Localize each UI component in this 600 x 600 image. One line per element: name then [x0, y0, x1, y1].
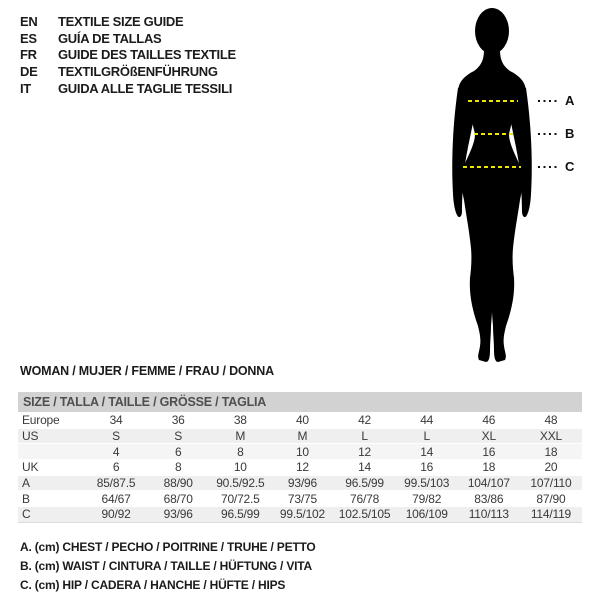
language-title: GUIDE DES TAILLES TEXTILE — [58, 47, 236, 63]
size-table-row — [18, 475, 582, 491]
size-cell: 10 — [295, 444, 309, 459]
size-cell: 106/109 — [405, 507, 448, 522]
language-code: EN — [20, 13, 38, 29]
size-row-label: A — [22, 476, 30, 491]
size-row-label: US — [22, 429, 39, 444]
size-table-row — [18, 490, 582, 506]
size-cell: XXL — [539, 429, 562, 444]
size-cell: 16 — [482, 444, 496, 459]
size-cell: 42 — [358, 413, 372, 428]
size-cell: 20 — [544, 460, 558, 475]
language-code: IT — [20, 81, 31, 97]
language-title: TEXTILGRÖßENFÜHRUNG — [58, 64, 218, 80]
size-table-row — [18, 506, 582, 522]
size-cell: 83/86 — [474, 491, 504, 506]
measure-label-c: C — [565, 159, 575, 174]
size-cell: 90/92 — [101, 507, 131, 522]
language-row — [20, 47, 236, 64]
language-title: GUÍA DE TALLAS — [58, 30, 162, 46]
size-table — [18, 392, 582, 523]
section-title: WOMAN / MUJER / FEMME / FRAU / DONNA — [20, 364, 274, 378]
language-code: FR — [20, 47, 37, 63]
size-cell: L — [361, 429, 368, 444]
size-cell: 70/72.5 — [220, 491, 260, 506]
size-cell: M — [235, 429, 246, 444]
language-title: GUIDA ALLE TAGLIE TESSILI — [58, 81, 233, 97]
size-row-label: Europe — [22, 413, 60, 428]
language-code: ES — [20, 30, 37, 46]
size-cell: 14 — [420, 444, 434, 459]
size-cell: 76/78 — [350, 491, 380, 506]
measure-label-b: B — [565, 126, 575, 141]
size-table-row — [18, 459, 582, 475]
size-cell: 40 — [295, 413, 309, 428]
size-cell: 16 — [420, 460, 434, 475]
size-cell: 110/113 — [468, 507, 509, 522]
size-row-label: B — [22, 491, 30, 506]
size-row-label: C — [22, 507, 31, 522]
size-cell: 96.5/99 — [345, 476, 384, 491]
size-cell: 34 — [109, 413, 123, 428]
size-cell: 85/87.5 — [96, 476, 136, 491]
size-cell: 46 — [482, 413, 496, 428]
woman-silhouette-svg — [448, 4, 598, 366]
size-cell: 14 — [358, 460, 372, 475]
size-table-row — [18, 412, 582, 428]
size-cell: 73/75 — [287, 491, 317, 506]
size-cell: L — [423, 429, 430, 444]
legend-row: A. (cm) CHEST / PECHO / POITRINE / TRUHE / PETTO — [20, 540, 316, 554]
size-cell: 93/96 — [287, 476, 317, 491]
language-row — [20, 13, 236, 30]
size-cell: 99.5/103 — [404, 476, 450, 491]
size-cell: S — [112, 429, 120, 444]
size-cell: 90.5/92.5 — [216, 476, 265, 491]
size-table-body — [18, 412, 582, 522]
size-cell: 18 — [544, 444, 558, 459]
silhouette-head — [475, 8, 509, 54]
size-cell: 88/90 — [163, 476, 193, 491]
size-cell: 48 — [544, 413, 558, 428]
size-cell: 96.5/99 — [220, 507, 260, 522]
size-cell: 99.5/102 — [279, 507, 325, 522]
language-row — [20, 63, 236, 80]
language-row — [20, 80, 236, 97]
size-cell: 68/70 — [163, 491, 193, 506]
size-cell: 18 — [482, 460, 496, 475]
size-cell: S — [174, 429, 183, 444]
woman-silhouette-figure — [448, 4, 598, 366]
size-cell: M — [297, 429, 308, 444]
size-cell: 36 — [171, 413, 185, 428]
size-cell: 79/82 — [412, 491, 442, 506]
legend-row: C. (cm) HIP / CADERA / HANCHE / HÜFTE / HIPS — [20, 577, 286, 592]
size-table-row — [18, 443, 582, 459]
size-cell: 114/119 — [530, 507, 572, 522]
size-cell: 10 — [233, 460, 247, 475]
size-cell: 12 — [295, 460, 309, 475]
size-cell: 44 — [420, 413, 434, 428]
size-cell: 8 — [174, 460, 182, 475]
size-cell: 102.5/105 — [338, 507, 391, 522]
size-cell: 64/67 — [101, 491, 131, 506]
language-title: TEXTILE SIZE GUIDE — [58, 13, 184, 29]
woman-silhouette — [452, 8, 532, 362]
language-row — [20, 30, 236, 47]
language-code: DE — [20, 64, 38, 80]
size-cell: XL — [481, 429, 496, 444]
size-row-label: UK — [22, 460, 39, 475]
measurement-legend — [20, 540, 316, 596]
legend-row: B. (cm) WAIST / CINTURA / TAILLE / HÜFTUNG / VITA — [20, 558, 312, 573]
size-cell: 107/110 — [530, 476, 572, 491]
language-list — [20, 13, 236, 97]
size-cell: 104/107 — [467, 476, 510, 491]
size-table-header: SIZE / TALLA / TAILLE / GRÖSSE / TAGLIA — [18, 392, 582, 412]
size-cell: 6 — [112, 460, 120, 475]
size-table-row — [18, 428, 582, 444]
size-cell: 8 — [237, 444, 244, 459]
size-cell: 4 — [112, 444, 120, 459]
size-cell: 87/90 — [536, 491, 566, 506]
size-cell: 12 — [358, 444, 372, 459]
size-cell: 38 — [233, 413, 247, 428]
size-cell: 93/96 — [163, 507, 193, 522]
measure-label-a: A — [565, 93, 575, 108]
size-cell: 6 — [174, 444, 182, 459]
